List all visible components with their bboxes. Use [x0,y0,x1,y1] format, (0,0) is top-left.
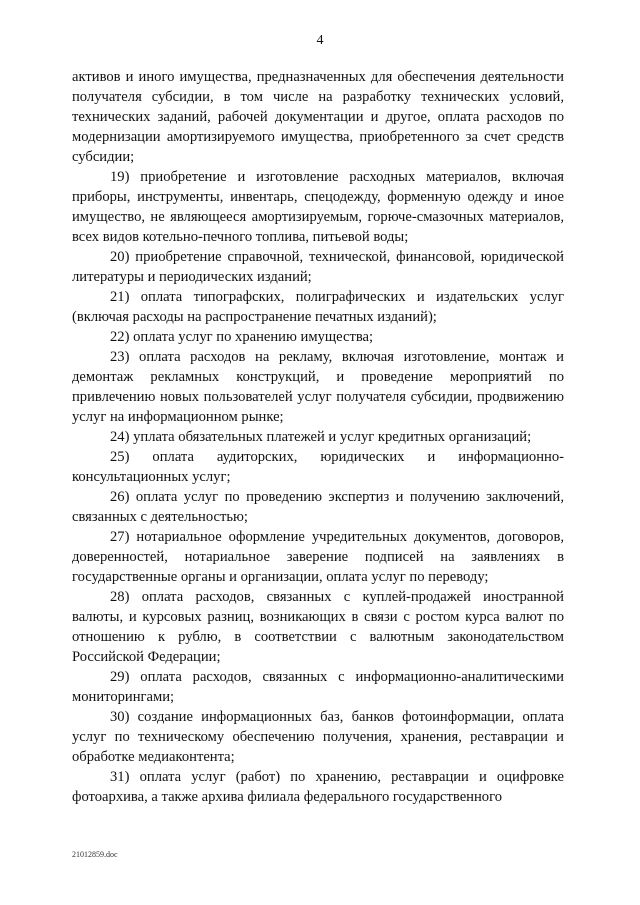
paragraph-item-22: 22) оплата услуг по хранению имущества; [110,329,374,345]
paragraph-item-19: 19) приобретение и изготовление расходных материалов, включая приборы, инструменты, инвентарь, спецодежду, форменную одежду и иное имущество, не являющееся амортизируемым, горюче-смазочных материалов, всех видов котельно-печного топлива, питьевой воды; [72,169,564,245]
paragraph-item-20: 20) приобретение справочной, технической, финансовой, юридической литературы и периодических изданий; [72,249,564,285]
paragraph-continuation: активов и иного имущества, предназначенных для обеспечения деятельности получателя субсидии, в том числе на разработку технических условий, технических заданий, рабочей документации и другое, оплата расходов по модернизации амортизируемого имущества, приобретенного за счет средств субсидии; [72,69,564,165]
paragraph-item-29: 29) оплата расходов, связанных с информационно-аналитическими мониторингами; [72,669,564,705]
paragraph-item-24: 24) уплата обязательных платежей и услуг кредитных организаций; [110,429,532,445]
paragraph-item-27: 27) нотариальное оформление учредительных документов, договоров, доверенностей, нотариальное заверение подписей на заявлениях в государственные органы и организации, оплата услуг по переводу; [72,529,564,585]
document-body [72,67,564,807]
paragraph-item-25: 25) оплата аудиторских, юридических и информационно-консультационных услуг; [72,449,564,485]
paragraph-item-26: 26) оплата услуг по проведению экспертиз и получению заключений, связанных с деятельностью; [72,489,564,525]
paragraph-item-23: 23) оплата расходов на рекламу, включая изготовление, монтаж и демонтаж рекламных конструкций, и проведение мероприятий по привлечению новых пользователей услуг получателя субсидии, продвижению услуг на информационном рынке; [72,349,564,425]
paragraph-item-30: 30) создание информационных баз, банков фотоинформации, оплата услуг по техническому обеспечению получения, хранения, реставрации и обработке медиаконтента; [72,709,564,765]
document-file-code: 21012859.doc [72,850,118,859]
paragraph-item-28: 28) оплата расходов, связанных с куплей-продажей иностранной валюты, и курсовых разниц, возникающих в связи с ростом курса валют по отношению к рублю, в соответствии с валютным законодательством Российской Федерации; [72,589,564,665]
paragraph-item-21: 21) оплата типографских, полиграфических и издательских услуг (включая расходы на распространение печатных изданий); [72,289,564,325]
page-number: 4 [316,33,324,48]
paragraph-item-31: 31) оплата услуг (работ) по хранению, реставрации и оцифровке фотоархива, а также архива филиала федерального государственного [72,769,564,805]
